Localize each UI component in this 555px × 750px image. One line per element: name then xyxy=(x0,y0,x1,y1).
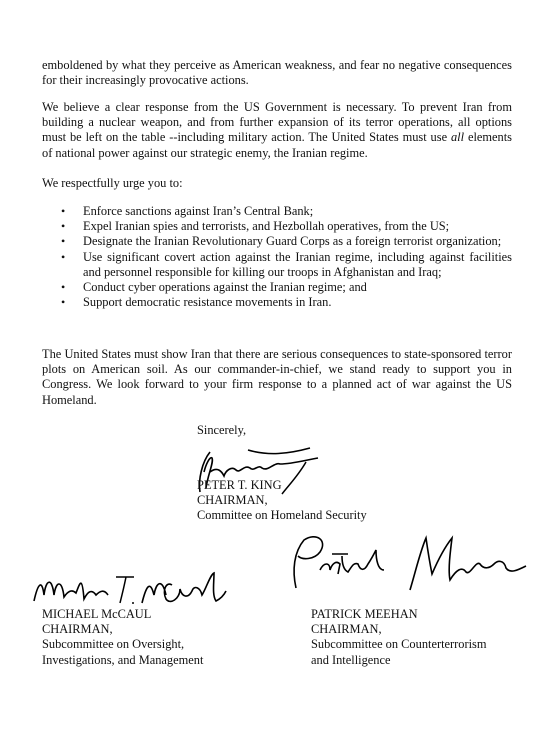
signatory-committee-cont: Investigations, and Management xyxy=(42,652,204,667)
paragraph-2-end: elements of national power against our strategic enemy, the Iranian regime. xyxy=(42,130,512,160)
list-item: • Conduct cyber operations against the Iranian regime; and xyxy=(42,280,512,295)
paragraph-2-start: We believe a clear response from the US Government is necessary. To prevent Iran from building a nuclear weapon, and from further expansion of its terror operations, all options must be left on the table --including military action. The United States must use xyxy=(42,100,512,145)
paragraph-2-emphasis: all xyxy=(450,130,465,145)
signatory-committee-cont: and Intelligence xyxy=(311,652,391,667)
signatory-title: CHAIRMAN, xyxy=(311,622,382,637)
closing-salutation: Sincerely, xyxy=(197,423,247,437)
paragraph-1: emboldened by what they perceive as American weakness, and fear no negative consequences for their increasingly provocative actions. xyxy=(42,58,512,88)
paragraph-4: The United States must show Iran that there are serious consequences to state-sponsored terror plots on American soil. As our commander-in-chief, we stand ready to support you in Congress. We look forward to your firm response to a planned act of war against the US Homeland. xyxy=(42,347,512,407)
paragraph-3: We respectfully urge you to: xyxy=(42,176,183,190)
paragraph-2 xyxy=(42,100,512,161)
list-item: • Enforce sanctions against Iran’s Central Bank; xyxy=(42,204,512,219)
signatory-title: CHAIRMAN, xyxy=(42,622,113,637)
signatory-name: PETER T. KING xyxy=(197,478,282,492)
list-item: • Expel Iranian spies and terrorists, and Hezbollah operatives, from the US; xyxy=(42,219,512,234)
meehan-signature xyxy=(280,530,530,600)
signature-block-mccaul xyxy=(42,607,203,668)
signatory-name: MICHAEL McCAUL xyxy=(42,607,152,621)
signatory-committee: Subcommittee on Counterterrorism xyxy=(311,637,487,652)
list-item: • Support democratic resistance movements in Iran. xyxy=(42,295,512,310)
signatory-committee: Subcommittee on Oversight, xyxy=(42,637,185,652)
request-list xyxy=(42,204,512,310)
list-item: • Designate the Iranian Revolutionary Guard Corps as a foreign terrorist organization; xyxy=(42,234,512,249)
signatory-title: CHAIRMAN, xyxy=(197,493,268,508)
signatory-committee: Committee on Homeland Security xyxy=(197,508,367,523)
signatory-name: PATRICK MEEHAN xyxy=(311,607,418,621)
signature-block-king xyxy=(197,478,367,524)
signature-block-meehan xyxy=(311,607,487,668)
list-item: • Use significant covert action against the Iranian regime, including against facilities and personnel responsible for killing our troops in Afghanistan and Iraq; xyxy=(42,250,512,280)
